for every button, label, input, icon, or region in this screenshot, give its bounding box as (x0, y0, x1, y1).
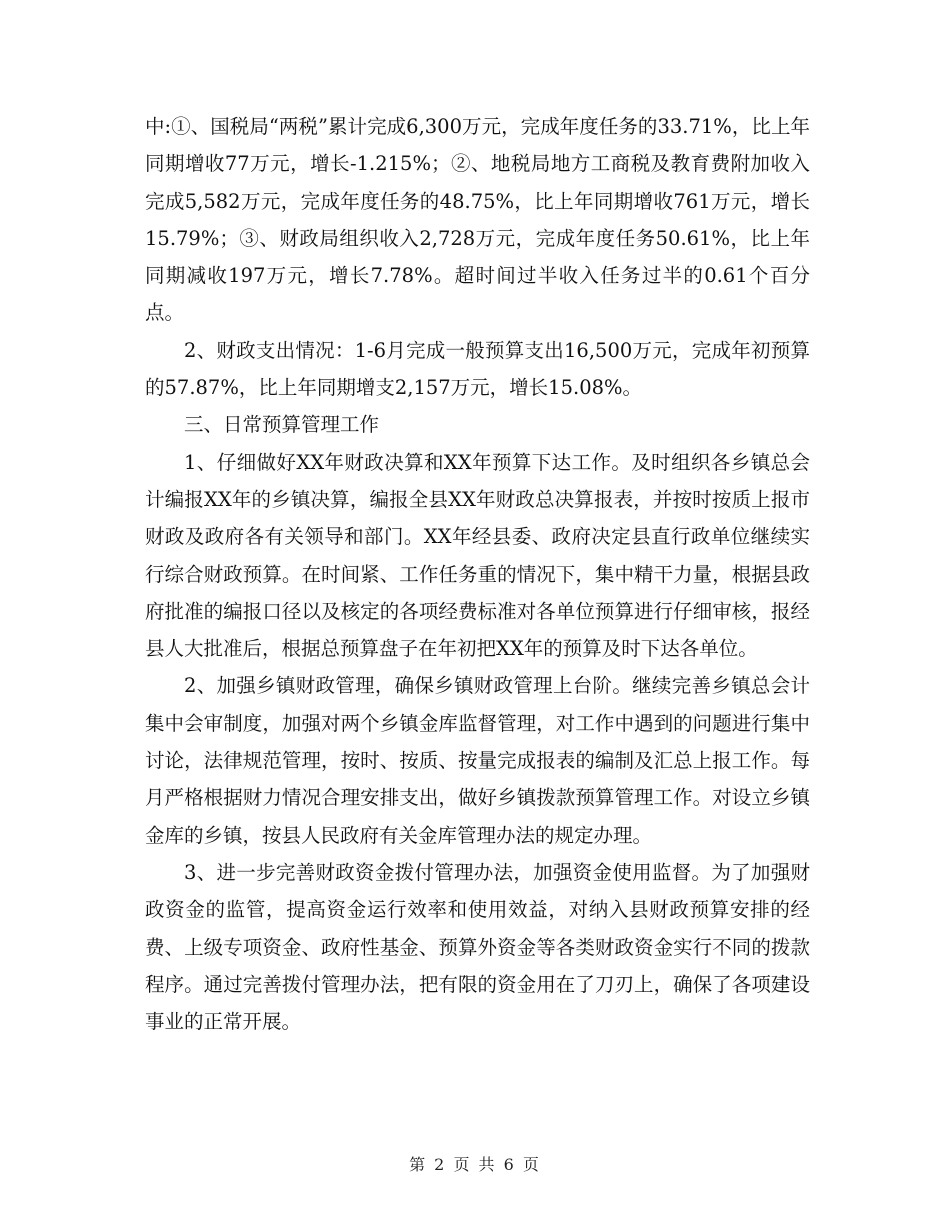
section-heading-budget-management: 三、日常预算管理工作 (184, 413, 380, 437)
paragraph-fund-allocation: 3、进一步完善财政资金拨付管理办法，加强资金使用监督。为了加强财政资金的监管，提高资金运行效率和使用效益，对纳入县财政预算安排的经费、上级专项资金、政府性基金、预算外资金等各类财政资金实行不同的拨款程序。通过完善拨付管理办法，把有限的资金用在了刀刃上，确保了各项建设事业的正常开展。 (145, 860, 810, 1034)
body-text (145, 108, 810, 1040)
paragraph-revenue-details: 中:①、国税局“两税”累计完成6,300万元，完成年度任务的33.71%，比上年同期增收77万元，增长-1.215%；②、地税局地方工商税及教育费附加收入完成5,582万元，完成年度任务的48.75%，比上年同期增收761万元，增长15.79%；③、财政局组织收入2,728万元，完成年度任务50.61%，比上年同期减收197万元，增长7.78%。超时间过半收入任务过半的0.61个百分点。 (145, 115, 810, 325)
paragraph-final-accounts: 1、仔细做好XX年财政决算和XX年预算下达工作。及时组织各乡镇总会计编报XX年的乡镇决算，编报全县XX年财政总决算报表，并按时按质上报市财政及政府各有关领导和部门。XX年经县委、政府决定县直行政单位继续实行综合财政预算。在时间紧、工作任务重的情况下，集中精干力量，根据县政府批准的编报口径以及核定的各项经费标准对各单位预算进行仔细审核，报经县人大批准后，根据总预算盘子在年初把XX年的预算及时下达各单位。 (145, 450, 810, 661)
page-footer: 第 2 页 共 6 页 (409, 1155, 541, 1174)
paragraph-township-finance: 2、加强乡镇财政管理，确保乡镇财政管理上台阶。继续完善乡镇总会计集中会审制度，加强对两个乡镇金库监督管理，对工作中遇到的问题进行集中讨论，法律规范管理，按时、按质、按量完成报表的编制及汇总上报工作。每月严格根据财力情况合理安排支出，做好乡镇拨款预算管理工作。对设立乡镇金库的乡镇，按县人民政府有关金库管理办法的规定办理。 (145, 674, 810, 847)
paragraph-expenditure: 2、财政支出情况：1-6月完成一般预算支出16,500万元，完成年初预算的57.87%，比上年同期增支2,157万元，增长15.08%。 (145, 338, 810, 400)
